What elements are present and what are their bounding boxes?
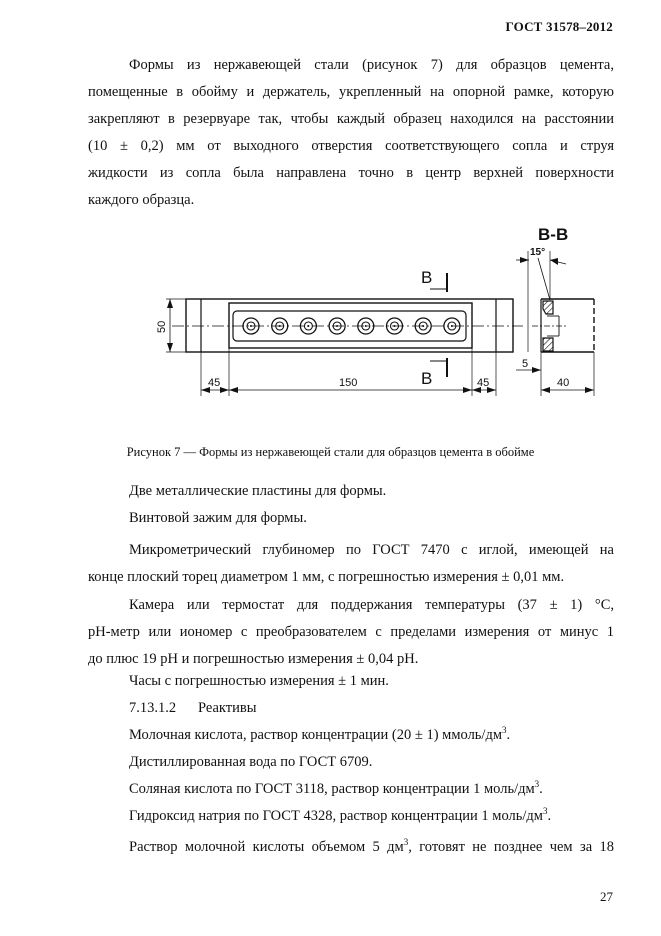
dim-right-label: 45 (477, 377, 490, 389)
intro-line-6: каждого образца. (88, 192, 195, 208)
reagent-solution-line: Раствор молочной кислоты объемом 5 $дм^3$, готовят не позднее чем за 18 (129, 837, 615, 855)
specimen-hole-center (279, 325, 281, 327)
body-line-chamber-1: Камера или термостат для поддержания температуры (37 ± 1) °С, (129, 597, 614, 613)
section-wall-lower (543, 338, 553, 351)
page-number: 27 (600, 889, 613, 904)
reagent-lactic-acid: Молочная кислота, раствор концентрации (20 ± 1) ммоль/$дм^3$. (129, 725, 511, 743)
dim-left-label: 45 (208, 377, 221, 389)
dim-small-label: 5 (522, 358, 529, 370)
section-number: 7.13.1.2 (129, 700, 177, 716)
specimen-hole-center (307, 325, 309, 327)
specimen-hole-center (336, 325, 338, 327)
cut-label-bottom: B (421, 369, 433, 388)
dim-section-label: 40 (557, 377, 570, 389)
body-line-gauge-2: конце плоский торец диаметром 1 мм, с погрешностью измерения ± 0,01 мм. (88, 569, 565, 585)
specimen-hole-center (394, 325, 396, 327)
intro-line-3: закрепляют в резервуаре так, чтобы каждый образец находился на расстоянии (88, 111, 614, 127)
specimen-hole-center (422, 325, 424, 327)
body-line-gauge-1: Микрометрический глубиномер по ГОСТ 7470 с иглой, имеющей на (129, 542, 614, 558)
intro-line-1: Формы из нержавеющей стали (рисунок 7) для образцов цемента, (129, 57, 614, 73)
body-line-chamber-2: рН-метр или иономер с преобразователем с пределами измерения от минус 1 (88, 624, 614, 640)
reagent-water: Дистиллированная вода по ГОСТ 6709. (129, 754, 373, 770)
intro-line-4: (10 ± 0,2) мм от выходного отверстия соответствующего сопла и струя (88, 138, 614, 154)
specimen-hole-center (250, 325, 252, 327)
section-title: Реактивы (198, 700, 257, 716)
figure-caption: Рисунок 7 — Формы из нержавеющей стали для образцов цемента в обойме (126, 445, 535, 459)
body-line-clock: Часы с погрешностью измерения ± 1 мин. (129, 673, 389, 689)
dim-height-label: 50 (156, 320, 168, 333)
document-header: ГОСТ 31578–2012 (505, 19, 613, 34)
figure-7-drawing (0, 215, 661, 405)
section-label: B-B (538, 225, 569, 244)
body-line-clamp: Винтовой зажим для формы. (129, 510, 307, 526)
section-wall-upper (543, 301, 553, 314)
intro-line-5: жидкости из сопла была направлена точно в центр верхней поверхности (88, 165, 614, 181)
dim-middle-label: 150 (339, 377, 358, 389)
reagent-hcl: Соляная кислота по ГОСТ 3118, раствор концентрации 1 моль/$дм^3$. (129, 779, 543, 797)
cut-label-top: B (421, 268, 433, 287)
holder-outline (186, 299, 513, 352)
body-line-chamber-3: до плюс 19 рН и погрешностью измерения ± 0,04 рН. (88, 651, 419, 667)
specimen-holes (243, 318, 460, 334)
intro-line-2: помещенные в обойму и держатель, укрепленный на опорной рамке, которую (88, 84, 614, 100)
specimen-hole-center (451, 325, 453, 327)
reagent-naoh: Гидроксид натрия по ГОСТ 4328, раствор концентрации 1 моль/$дм^3$. (129, 806, 552, 824)
body-line-plates: Две металлические пластины для формы. (129, 483, 387, 499)
angle-label: 15° (530, 247, 546, 258)
specimen-hole-center (365, 325, 367, 327)
